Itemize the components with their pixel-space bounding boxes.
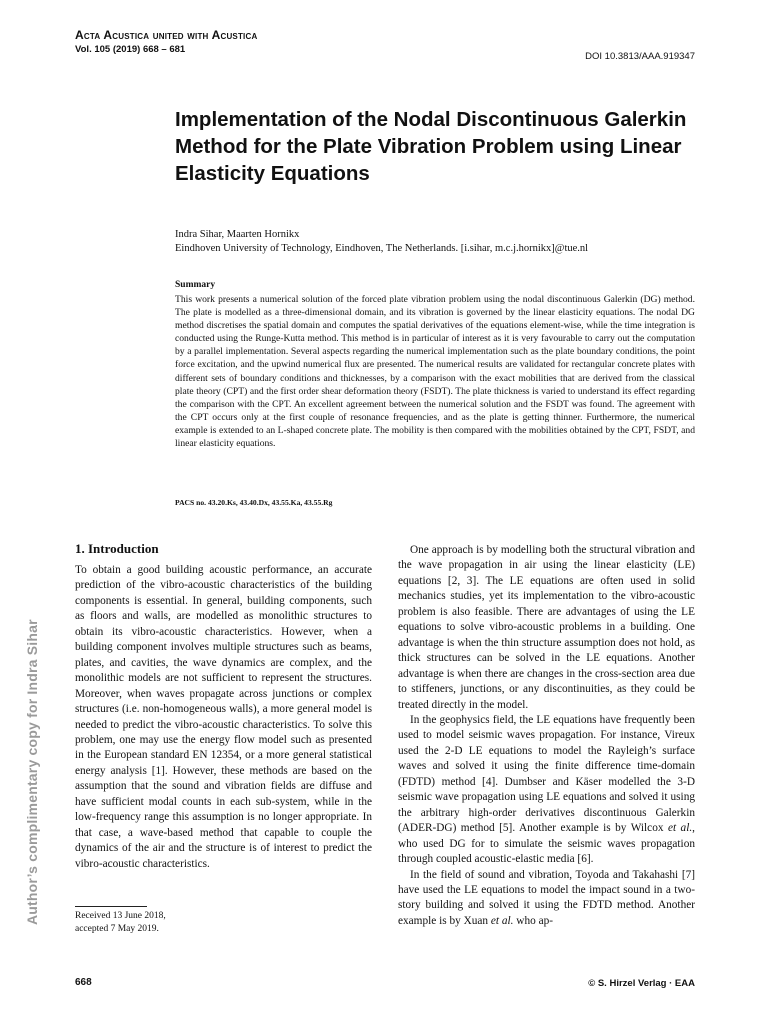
summary-text: This work presents a numerical solution of the forced plate vibration problem using the nodal discontinuous Galerkin (DG) method. The plate is modelled as a three-dimensional domain, and its vibration is governed by the linear elasticity equations. The nodal DG method discretises the spatial domain and computes the spatial derivatives of the equations element-wise, while the time integration is conducted using the Runge-Kutta method. This method is in particular of interest as it is very favourable to carry out the computation by a parallel implementation. Several aspects regarding the numerical implementation such as the plate boundary conditions, the point force excitation, and the upwind numerical flux are presented. The numerical results are validated for rectangular concrete plates with different sets of boundary conditions and thicknesses, by a comparison with the exact mobilities that are derived from the classical plate theory (CPT) and the first order shear deformation theory (FSDT). The plate thickness is varied to understand its effect regarding the comparison with the CPT. An excellent agreement between the numerical solution and the FSDT was found. The agreement with the CPT occurs only at the first couple of resonance frequencies, and as the plate is getting thinner. Furthermore, the numerical example is extended to an L-shaped concrete plate. The mobility is then compared with the mobilities obtained by the CPT, FSDT, and linear elasticity equations. <box>175 294 695 450</box>
doi: DOI 10.3813/AAA.919347 <box>585 51 695 62</box>
publisher: © S. Hirzel Verlag · EAA <box>588 978 695 989</box>
text-run: In the field of sound and vibration, Toyoda and Takahashi [7] have used the LE equations to model the impact sound in a two-story building and solved it using the FDTD method. Another example is by Xuan <box>398 868 695 927</box>
authors: Indra Sihar, Maarten Hornikx <box>175 229 300 240</box>
summary-heading: Summary <box>175 280 216 290</box>
paragraph: To obtain a good building acoustic performance, an accurate prediction of the vibro-acoustic characteristics of the building components is essential. In general, building components, such as floors and walls, are modelled as monolithic structures to obtain its vibro-acoustic characteristics. However, when a building component involves multiple structures such as beams, plates, and cavities, the wave dynamics are complex, and the monolithic models are not sufficient to represent the structures. Moreover, when waves propagate across junctions or complex structures (i.e. non-homogeneous walls), a more general model is needed to predict the vibro-acoustic characteristics. To solve this problem, one may use the energy flow model such as presented in the European standard EN 12354, or a more general statistical energy analysis [1]. However, these methods are based on the assumption that the sound and vibration fields are diffuse and have sufficient modal counts in each sub-system, while in the low-frequency range this assumption is no longer appropriate. In that case, a wave-based method that capable to couple the dynamics of the air and the structure is of interest to predict the vibro-acoustic characteristics. <box>75 564 372 870</box>
footnote <box>75 910 166 936</box>
footnote-rule <box>75 906 147 907</box>
volume-info: Vol. 105 (2019) 668 – 681 <box>75 44 186 55</box>
text-run-italic: et al. <box>667 822 693 835</box>
page-number: 668 <box>75 977 92 988</box>
received-date: Received 13 June 2018, <box>75 911 166 921</box>
section-heading-introduction: 1. Introduction <box>75 541 159 556</box>
paragraph <box>398 713 695 868</box>
journal-name <box>75 28 257 42</box>
pacs-numbers: PACS no. 43.20.Ks, 43.40.Dx, 43.55.Ka, 43.55.Rg <box>175 498 333 507</box>
journal-name-part: Acustica <box>211 28 258 42</box>
text-run: In the geophysics field, the LE equations have frequently been used to model seismic waves propagation. For instance, Vireux used the 2-D LE equations to model the Rayleigh’s surface waves and solved it using the finite difference time-domain (FDTD) method [4]. Dumbser and Käser modelled the 3-D seismic wave propagation using LE equations and solved it using the arbitrary high-order derivatives discontinuous Galerkin (ADER-DG) method [5]. Another example is by Wilcox <box>398 713 695 835</box>
journal-name-part: Acta Acustica <box>75 28 150 42</box>
article-title: Implementation of the Nodal Discontinuous Galerkin Method for the Plate Vibration Problem using Linear Elasticity Equations <box>175 108 687 185</box>
journal-name-part: united with <box>149 28 212 42</box>
text-run: who ap- <box>513 914 553 927</box>
right-column <box>398 543 695 929</box>
paragraph: One approach is by modelling both the structural vibration and the wave propagation in air using the linear elasticity (LE) equations [2, 3]. The LE equations are often used in solid mechanics studies, yet its implementation to the vibro-acoustic problem is also feasible. There are advantages of using the LE equations to solve vibro-acoustic problems in a building. One advantage is when the thin structure assumption does not hold, as thick structures can be solved in the LE equations. Another advantage is when there are changes in the cross-section area due to stiffeners, junctions, or any discontinuities, as they could be treated directly in the model. <box>398 544 695 711</box>
accepted-date: accepted 7 May 2019. <box>75 924 159 934</box>
complimentary-copy-sidebar: Author’s complimentary copy for Indra Sihar <box>24 619 40 925</box>
text-run: , who used DG for to simulate the seismic waves propagation through coupled acoustic-elastic media [6]. <box>398 822 695 866</box>
text-run-italic: et al. <box>490 914 514 927</box>
left-column <box>75 563 372 872</box>
paragraph <box>398 868 695 930</box>
affiliation: Eindhoven University of Technology, Eindhoven, The Netherlands. [i.sihar, m.c.j.hornikx]@tue.nl <box>175 243 589 254</box>
